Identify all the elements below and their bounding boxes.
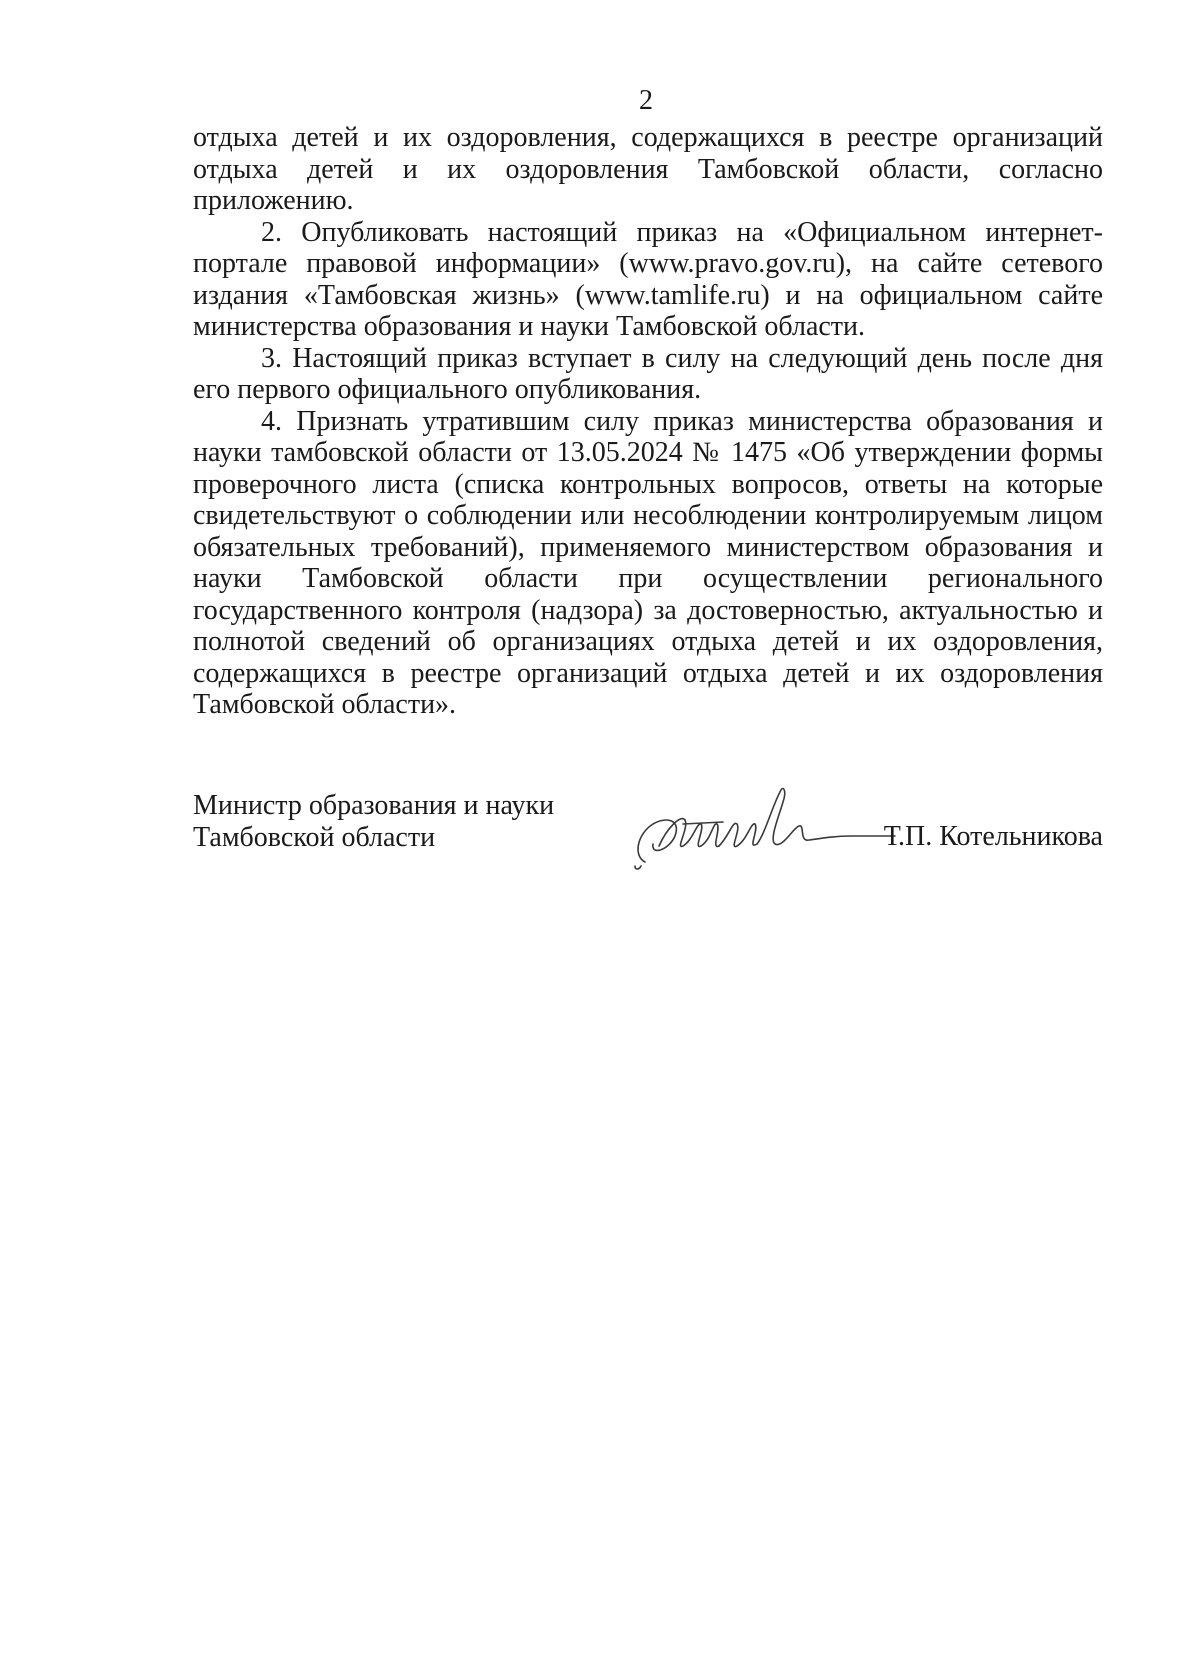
document-body <box>193 122 1103 721</box>
signer-name: Т.П. Котельникова <box>883 821 1103 852</box>
signer-title-line-1: Министр образования и науки <box>193 790 555 821</box>
paragraph-continuation: отдыха детей и их оздоровления, содержащихся в реестре организаций отдыха детей и их оздоровления Тамбовской области, согласно приложению. <box>193 122 1103 216</box>
paragraph-item-4: 4. Признать утратившим силу приказ министерства образования и науки тамбовской области от 13.05.2024 № 1475 «Об утверждении формы проверочного листа (списка контрольных вопросов, ответы на которые свидетельствуют о соблюдении или несоблюдении контролируемым лицом обязательных требований), применяемого министерством образования и науки Тамбовской области при осуществлении регионального государственного контроля (надзора) за достоверностью, актуальностью и полнотой сведений об организациях отдыха детей и их оздоровления, содержащихся в реестре организаций отдыха детей и их оздоровления Тамбовской области». <box>193 405 1103 720</box>
page-number: 2 <box>639 85 653 116</box>
signer-title-line-2: Тамбовской области <box>193 821 436 853</box>
paragraph-item-2: 2. Опубликовать настоящий приказ на «Официальном интернет-портале правовой информации» (www.pravo.gov.ru), на сайте сетевого издания «Тамбовская жизнь» (www.tamlife.ru) и на официальном сайте министерства образования и науки Тамбовской области. <box>193 216 1103 342</box>
handwritten-signature-icon <box>623 784 903 874</box>
signer-title <box>193 790 593 853</box>
signature-block <box>193 790 1103 880</box>
paragraph-item-3: 3. Настоящий приказ вступает в силу на следующий день после дня его первого официального опубликования. <box>193 342 1103 405</box>
